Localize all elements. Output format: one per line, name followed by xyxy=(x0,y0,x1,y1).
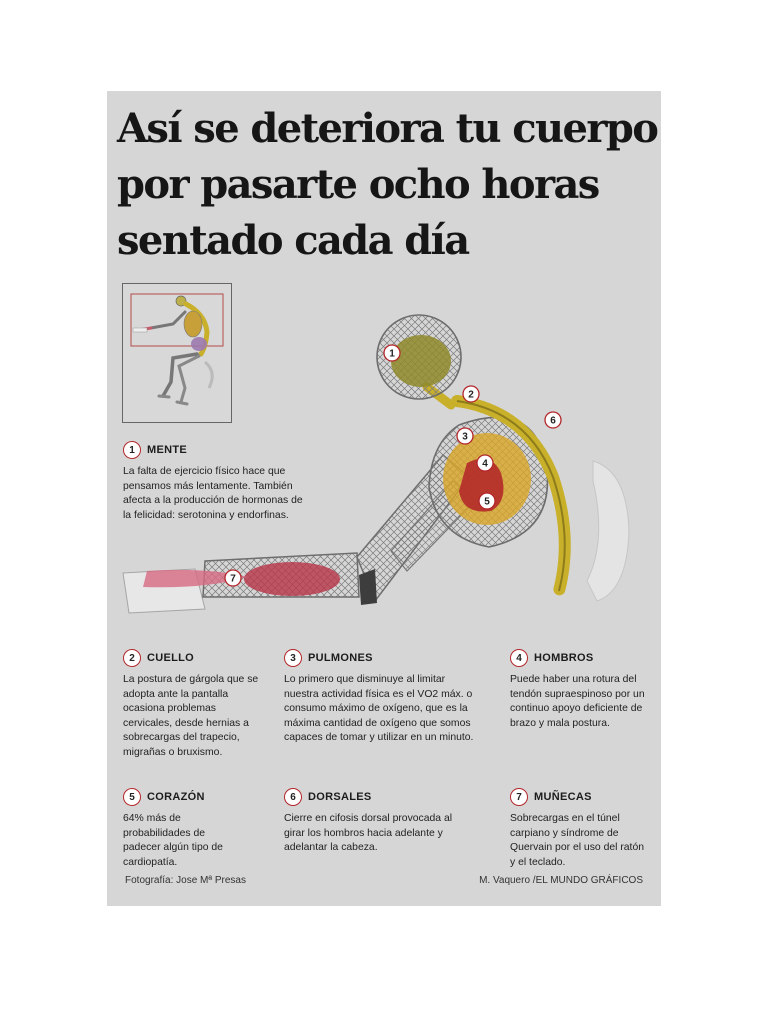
section-number-badge: 5 xyxy=(123,788,141,806)
svg-text:3: 3 xyxy=(462,431,468,443)
marker-3 xyxy=(457,428,473,444)
marker-5 xyxy=(479,493,495,509)
section-number-badge: 1 xyxy=(123,441,141,459)
mouse xyxy=(359,569,377,605)
section-hombros xyxy=(510,649,648,731)
svg-text:1: 1 xyxy=(389,348,395,360)
forearm-muscle xyxy=(244,562,340,596)
headline-line: Así se deteriora tu cuerpo xyxy=(117,105,658,152)
marker-1 xyxy=(384,345,400,361)
section-mente xyxy=(123,441,313,523)
section-text: 64% más de probabilidades de padecer algún tipo de cardiopatía. xyxy=(123,813,223,868)
headline xyxy=(117,101,658,269)
svg-text:5: 5 xyxy=(484,496,490,508)
graphics-credit: M. Vaquero /EL MUNDO GRÁFICOS xyxy=(479,875,643,886)
headline-line: sentado cada día xyxy=(117,217,469,264)
section-text: Lo primero que disminuye al limitar nuestra actividad física es el VO2 máx. o consumo máximo de oxígeno, que es la máxima cantidad de oxígeno que somos capaces de tomar y utilizar en un minuto. xyxy=(284,674,474,743)
marker-7 xyxy=(225,570,241,586)
photo-credit: Fotografía: Jose Mª Presas xyxy=(125,875,246,886)
section-title: HOMBROS xyxy=(534,652,594,664)
chair-back xyxy=(587,461,629,601)
section-munecas xyxy=(510,788,650,870)
section-title: CUELLO xyxy=(147,652,195,664)
section-title: CORAZÓN xyxy=(147,791,205,803)
section-number-badge: 7 xyxy=(510,788,528,806)
svg-text:4: 4 xyxy=(482,458,488,470)
section-title: PULMONES xyxy=(308,652,373,664)
marker-2 xyxy=(463,386,479,402)
section-pulmones xyxy=(284,649,474,746)
section-title: MENTE xyxy=(147,444,187,456)
section-text: Cierre en cifosis dorsal provocada al girar los hombros hacia adelante y adelantar la cabeza. xyxy=(284,813,453,853)
section-text: Sobrecargas en el túnel carpiano y síndrome de Quervain por el uso del ratón y el teclado. xyxy=(510,813,645,868)
section-corazon xyxy=(123,788,241,870)
infographic-poster xyxy=(107,91,661,906)
svg-text:6: 6 xyxy=(550,415,556,427)
headline-line: por pasarte ocho horas xyxy=(117,161,599,208)
section-number-badge: 6 xyxy=(284,788,302,806)
section-cuello xyxy=(123,649,263,760)
section-number-badge: 4 xyxy=(510,649,528,667)
section-text: Puede haber una rotura del tendón supraespinoso por un continuo apoyo deficiente de brazo y mala postura. xyxy=(510,674,645,729)
marker-4 xyxy=(477,455,493,471)
brain xyxy=(391,335,451,387)
section-text: La postura de gárgola que se adopta ante la pantalla ocasiona problemas cervicales, desde hernias a sobrecargas del trapecio, migrañas o bruxismo. xyxy=(123,674,259,758)
section-text: La falta de ejercicio físico hace que pensamos más lentamente. También afecta a la producción de hormonas de la felicidad: serotonina y endorfinas. xyxy=(123,466,303,521)
section-number-badge: 3 xyxy=(284,649,302,667)
section-title: MUÑECAS xyxy=(534,791,592,803)
section-dorsales xyxy=(284,788,472,856)
marker-6 xyxy=(545,412,561,428)
section-title: DORSALES xyxy=(308,791,372,803)
section-number-badge: 2 xyxy=(123,649,141,667)
svg-text:2: 2 xyxy=(468,389,474,401)
svg-text:7: 7 xyxy=(230,573,236,585)
